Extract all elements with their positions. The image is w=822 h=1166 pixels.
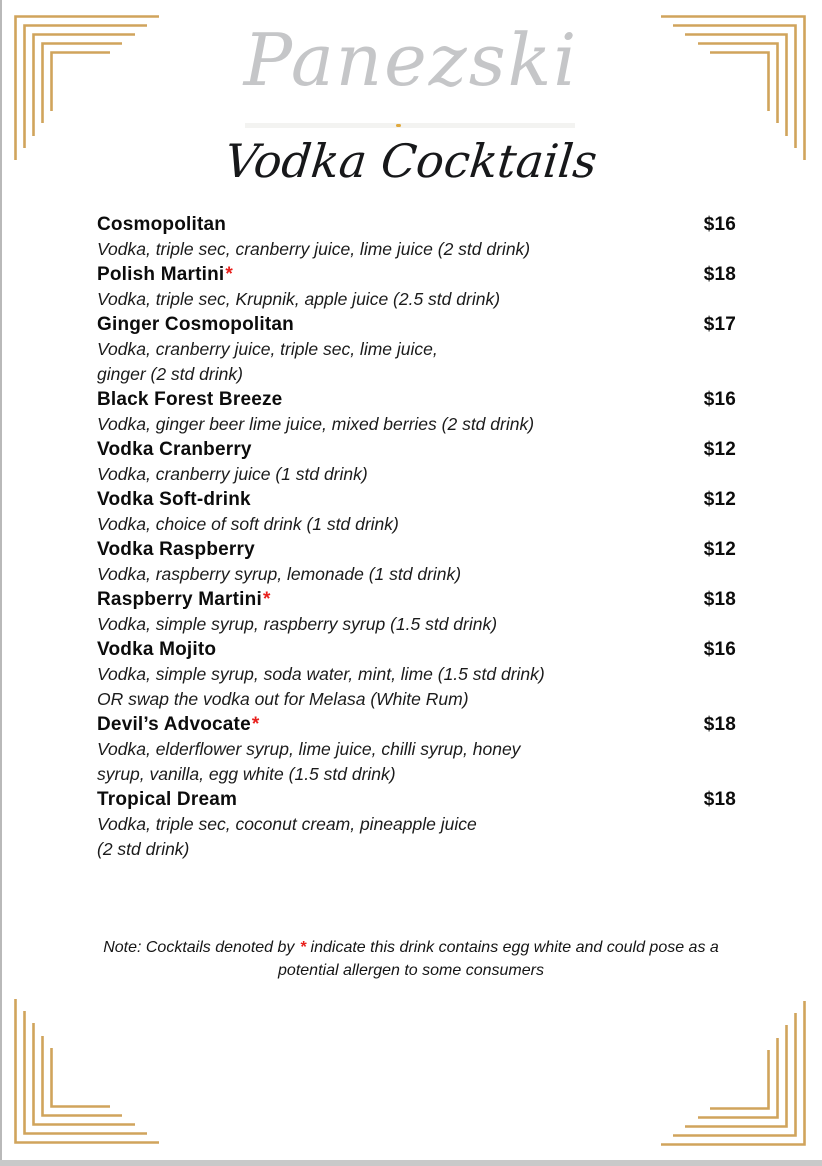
menu-item-header bbox=[97, 712, 736, 737]
item-price: $18 bbox=[703, 264, 736, 285]
item-description-line: Vodka, triple sec, coconut cream, pineapple juice bbox=[97, 814, 477, 834]
note-suffix: indicate this drink contains egg white and could pose as a potential allergen to some consumers bbox=[278, 939, 719, 979]
menu-item-header bbox=[97, 212, 736, 237]
item-name: Cosmopolitan bbox=[97, 214, 227, 235]
allergen-note bbox=[81, 936, 741, 982]
item-name: Ginger Cosmopolitan bbox=[97, 314, 294, 335]
item-name: Vodka Mojito bbox=[97, 639, 217, 660]
item-description-line: OR swap the vodka out for Melasa (White Rum) bbox=[97, 689, 469, 709]
menu-item bbox=[97, 487, 736, 537]
item-description-line: syrup, vanilla, egg white (1.5 std drink) bbox=[97, 764, 396, 784]
item-price: $17 bbox=[703, 314, 736, 335]
item-description-line: Vodka, cranberry juice (1 std drink) bbox=[97, 464, 368, 484]
menu-list bbox=[97, 212, 736, 862]
note-prefix: Note: Cocktails denoted by bbox=[103, 939, 299, 956]
art-deco-corner-icon bbox=[14, 998, 160, 1144]
item-name: Vodka Cranberry bbox=[97, 439, 252, 460]
art-deco-corner-icon bbox=[660, 1000, 806, 1146]
item-price: $12 bbox=[703, 489, 736, 510]
allergen-asterisk: * bbox=[262, 589, 271, 610]
item-description-line: ginger (2 std drink) bbox=[97, 364, 243, 384]
corner-ornament-bottom-right bbox=[660, 1000, 806, 1146]
menu-item bbox=[97, 537, 736, 587]
menu-item-header bbox=[97, 262, 736, 287]
menu-item-header bbox=[97, 312, 736, 337]
menu-item-header bbox=[97, 437, 736, 462]
menu-item bbox=[97, 787, 736, 862]
menu-item bbox=[97, 262, 736, 312]
item-price: $18 bbox=[703, 714, 736, 735]
item-name: Black Forest Breeze bbox=[97, 389, 283, 410]
menu-item-header bbox=[97, 487, 736, 512]
corner-ornament-bottom-left bbox=[14, 998, 160, 1144]
menu-item bbox=[97, 212, 736, 262]
menu-item bbox=[97, 637, 736, 712]
item-name: Devil’s Advocate bbox=[97, 714, 251, 735]
item-price: $18 bbox=[703, 589, 736, 610]
item-description-line: Vodka, ginger beer lime juice, mixed berries (2 std drink) bbox=[97, 414, 535, 434]
section-title: Vodka Cocktails bbox=[222, 134, 600, 188]
item-description-line: Vodka, triple sec, Krupnik, apple juice (2.5 std drink) bbox=[97, 289, 501, 309]
menu-item bbox=[97, 312, 736, 387]
menu-item-header bbox=[97, 537, 736, 562]
item-description-line: Vodka, choice of soft drink (1 std drink) bbox=[97, 514, 399, 534]
menu-item-header bbox=[97, 387, 736, 412]
allergen-asterisk: * bbox=[299, 939, 307, 956]
item-name: Vodka Soft-drink bbox=[97, 489, 251, 510]
menu-item bbox=[97, 437, 736, 487]
item-price: $16 bbox=[703, 639, 736, 660]
item-price: $18 bbox=[703, 789, 736, 810]
page-bottom-edge bbox=[0, 1160, 822, 1166]
allergen-asterisk: * bbox=[225, 264, 233, 285]
item-description-line: Vodka, triple sec, cranberry juice, lime juice (2 std drink) bbox=[97, 239, 531, 259]
item-description-line: (2 std drink) bbox=[97, 839, 190, 859]
item-description-line: Vodka, cranberry juice, triple sec, lime juice, bbox=[97, 339, 438, 359]
item-name: Tropical Dream bbox=[97, 789, 238, 810]
allergen-asterisk: * bbox=[251, 714, 260, 735]
item-description-line: Vodka, elderflower syrup, lime juice, chilli syrup, honey bbox=[97, 739, 521, 759]
menu-item-header bbox=[97, 587, 736, 612]
item-price: $12 bbox=[703, 439, 736, 460]
item-price: $12 bbox=[703, 539, 736, 560]
gold-dot-icon bbox=[396, 124, 401, 127]
item-description-line: Vodka, simple syrup, soda water, mint, lime (1.5 std drink) bbox=[97, 664, 545, 684]
menu-item-header bbox=[97, 787, 736, 812]
menu-item bbox=[97, 387, 736, 437]
item-price: $16 bbox=[703, 389, 736, 410]
item-name: Vodka Raspberry bbox=[97, 539, 255, 560]
menu-item bbox=[97, 712, 736, 787]
menu-item bbox=[97, 587, 736, 637]
brand-logo: Panezski bbox=[243, 18, 579, 102]
menu-item-header bbox=[97, 637, 736, 662]
item-price: $16 bbox=[703, 214, 736, 235]
item-name: Polish Martini bbox=[97, 264, 225, 285]
item-description-line: Vodka, raspberry syrup, lemonade (1 std drink) bbox=[97, 564, 462, 584]
item-description-line: Vodka, simple syrup, raspberry syrup (1.5 std drink) bbox=[97, 614, 498, 634]
item-name: Raspberry Martini bbox=[97, 589, 262, 610]
